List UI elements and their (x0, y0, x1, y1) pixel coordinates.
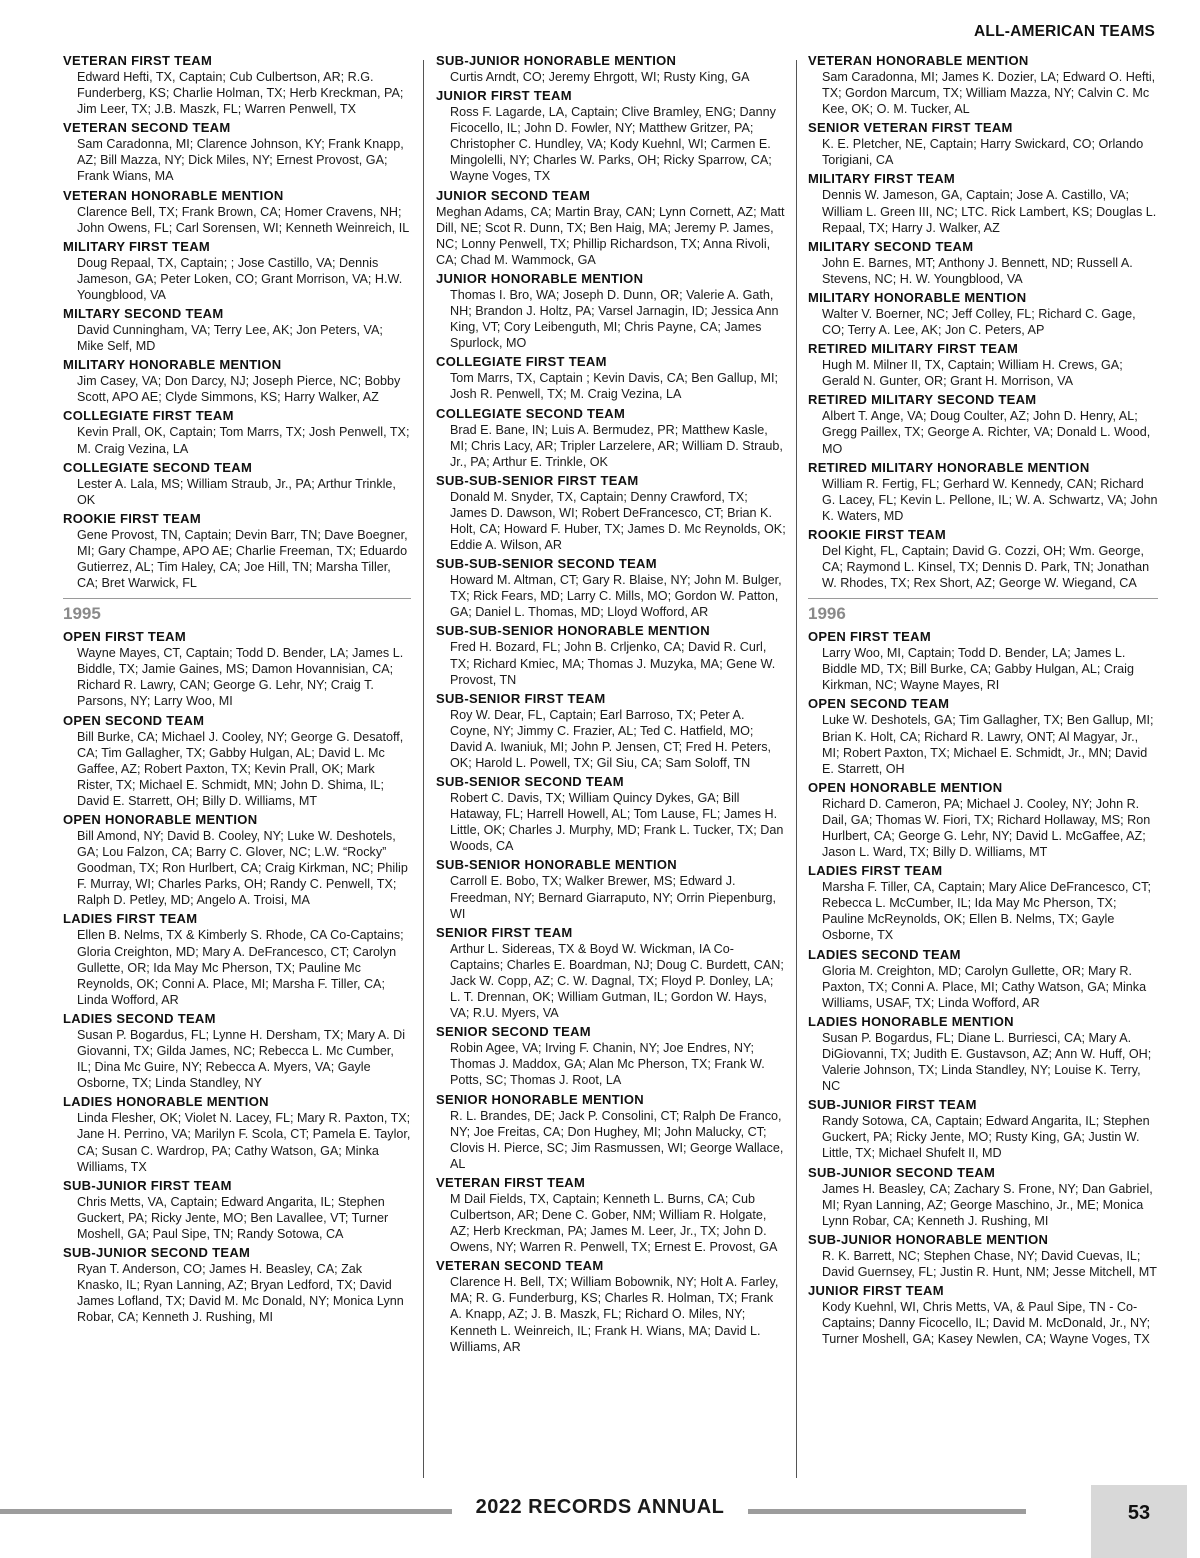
team-section (436, 353, 786, 402)
team-section (808, 52, 1158, 117)
column-divider (423, 60, 424, 1478)
team-heading: JUNIOR SECOND TEAM (436, 187, 591, 203)
team-section (808, 628, 1158, 693)
team-members: Susan P. Bogardus, FL; Diane L. Burriesci, CA; Mary A. DiGiovanni, TX; Judith E. Gustavson, AZ; Ann W. Huff, OH; Valerie Johnson, TX; Linda Standley, NY; Louise K. Terry, NC (822, 1030, 1152, 1094)
team-members: Chris Metts, VA, Captain; Edward Angarita, IL; Stephen Guckert, PA; Ricky Jente, MO; Ben Lavallee, VT; Turner Moshell, GA; Paul Sipe, TN; Randy Sotowa, CA (77, 1194, 389, 1241)
team-heading: SUB-SUB-SENIOR SECOND TEAM (436, 556, 657, 572)
team-heading: OPEN FIRST TEAM (63, 629, 186, 645)
team-members: Thomas I. Bro, WA; Joseph D. Dunn, OR; Valerie A. Gath, NH; Brandon J. Holtz, PA; Varsel Jarnagin, ID; Jessica Ann King, VT; Cory Leibenguth, MI; Chris Payne, CA; James Spurlock, MO (450, 287, 779, 351)
team-section (436, 622, 786, 687)
team-members: David Cunningham, VA; Terry Lee, AK; Jon Peters, VA; Mike Self, MD (77, 323, 383, 354)
team-members: Brad E. Bane, IN; Luis A. Bermudez, PR; Matthew Kasle, MI; Chris Lacy, AR; Tripler Larzelere, AR; William D. Straub, Jr., PA; Arthur E. Trinkle, OK (450, 422, 783, 469)
team-heading: LADIES FIRST TEAM (63, 911, 198, 927)
team-section (63, 1177, 411, 1242)
team-members: Clarence H. Bell, TX; William Bobownik, NY; Holt A. Farley, MA; R. G. Funderburg, KS; Charles R. Holman, TX; Frank A. Knapp, AZ; J. B. Maszk, FL; Richard O. Miles, NY; Kenneth L. Weinreich, IL; Frank H. Wians, MA; David L. Williams, AR (450, 1275, 779, 1354)
team-members: John E. Barnes, MT; Anthony J. Bennett, ND; Russell A. Stevens, NC; H. W. Youngblood, VA (822, 255, 1133, 286)
team-heading: SUB-JUNIOR HONORABLE MENTION (808, 1231, 1049, 1247)
team-heading: OPEN SECOND TEAM (63, 712, 205, 728)
team-section (808, 1096, 1158, 1161)
team-heading: VETERAN HONORABLE MENTION (63, 187, 284, 203)
team-section (808, 862, 1158, 943)
team-members: Fred H. Bozard, FL; John B. Crljenko, CA; David R. Curl, TX; Richard Kmiec, MA; Thomas J. Muzyka, MA; Gene W. Provost, TN (450, 640, 776, 687)
column-divider (796, 60, 797, 1478)
team-members: Edward Hefti, TX, Captain; Cub Culbertson, AR; R.G. Funderberg, KS; Charlie Holman, TX; Herb Kreckman, PA; Jim Leer, TX; J.B. Maszk, FL; Warren Penwell, TX (77, 70, 404, 117)
team-heading: MILTARY SECOND TEAM (63, 306, 224, 322)
team-section (808, 340, 1158, 389)
team-section (63, 1244, 411, 1325)
team-section (63, 510, 411, 591)
team-section (436, 52, 786, 85)
team-section (63, 187, 411, 236)
team-members: Curtis Arndt, CO; Jeremy Ehrgott, WI; Rusty King, GA (450, 70, 750, 84)
team-heading: SUB-JUNIOR FIRST TEAM (63, 1177, 232, 1193)
team-section (436, 1023, 786, 1088)
year-block (808, 598, 1158, 1347)
team-heading: RETIRED MILITARY FIRST TEAM (808, 341, 1019, 357)
team-section (63, 459, 411, 508)
team-section (63, 628, 411, 709)
team-heading: SUB-JUNIOR SECOND TEAM (808, 1164, 996, 1180)
footer-title: 2022 RECORDS ANNUAL (475, 1496, 725, 1518)
team-section (436, 1091, 786, 1172)
team-heading: SUB-JUNIOR SECOND TEAM (63, 1244, 251, 1260)
footer-rule-left (0, 1509, 452, 1514)
team-section (436, 856, 786, 921)
team-section (436, 187, 786, 268)
team-section (808, 1164, 1158, 1229)
team-heading: SUB-SENIOR HONORABLE MENTION (436, 857, 677, 873)
team-members: Carroll E. Bobo, TX; Walker Brewer, MS; Edward J. Freedman, NY; Bernard Giarraputo, NY; Orrin Piepenburg, WI (450, 874, 776, 921)
team-section (808, 1282, 1158, 1347)
team-members: Gene Provost, TN, Captain; Devin Barr, TN; Dave Boegner, MI; Gary Champe, APO AE; Charlie Freeman, TX; Eduardo Gutierrez, AL; Tim Haley, CA; Joe Hill, TN; Marsha Tiller, CA; Bret Warwick, FL (77, 527, 408, 591)
team-members: Del Kight, FL, Captain; David G. Cozzi, OH; Wm. George, CA; Raymond L. Kinsel, TX; Dennis D. Park, TN; Jonathan W. Rhodes, TX; Rex Short, AZ; George W. Wiegand, CA (822, 543, 1150, 591)
team-heading: JUNIOR FIRST TEAM (436, 88, 572, 104)
team-members: R. K. Barrett, NC; Stephen Chase, NY; David Cuevas, IL; David Guernsey, FL; Justin R. Hunt, NM; Jesse Mitchell, MT (822, 1248, 1157, 1279)
column-1 (63, 52, 411, 1480)
team-members: Robin Agee, VA; Irving F. Chanin, NY; Joe Endres, NY; Thomas J. Maddox, GA; Alan Mc Pherson, TX; Frank W. Potts, SC; Thomas J. Root, LA (450, 1041, 765, 1088)
team-section (808, 1013, 1158, 1094)
team-section (63, 811, 411, 908)
team-heading: VETERAN FIRST TEAM (436, 1174, 586, 1190)
team-section (808, 391, 1158, 456)
team-members: Marsha F. Tiller, CA, Captain; Mary Alice DeFrancesco, CT; Rebecca L. McCumber, IL; Ida May Mc Pherson, TX; Pauline McReynolds, OK; Ellen B. Nelms, TX; Gayle Osborne, TX (822, 880, 1151, 943)
team-heading: MILITARY FIRST TEAM (808, 171, 956, 187)
team-section (63, 1093, 411, 1174)
team-members: Jim Casey, VA; Don Darcy, NJ; Joseph Pierce, NC; Bobby Scott, APO AE; Clyde Simmons, KS; Harry Walker, AZ (77, 374, 401, 405)
team-section (436, 690, 786, 771)
team-section (808, 695, 1158, 776)
team-heading: COLLEGIATE SECOND TEAM (63, 459, 253, 475)
team-members: Ellen B. Nelms, TX & Kimberly S. Rhode, CA Co-Captains; Gloria Creighton, MD; Mary A. DeFrancesco, CT; Carolyn Gullette, OR; Ida May Mc Pherson, TX; Pauline Mc Reynolds, OK; Conni A. Place, MI; Marsha F. Tiller, CA; Linda Wofford, AR (77, 928, 404, 1007)
team-section (63, 712, 411, 809)
team-members: Luke W. Deshotels, GA; Tim Gallagher, TX; Ben Gallup, MI; Brian K. Holt, CA; Richard R. Lawry, ONT; Al Magyar, Jr., MI; Robert Paxton, TX; Michael E. Schmidt, Jr., MN; David E. Starrett, OH (822, 713, 1154, 776)
team-members: Robert C. Davis, TX; William Quincy Dykes, GA; Bill Hataway, FL; Harrell Howell, AL; Tom Lause, FL; James H. Little, OK; Charles J. Murphy, MD; Frank L. Tucker, TX; Dan Woods, CA (450, 791, 784, 854)
team-heading: JUNIOR FIRST TEAM (808, 1282, 944, 1298)
column-3 (808, 52, 1158, 1480)
team-members: Lester A. Lala, MS; William Straub, Jr., PA; Arthur Trinkle, OK (77, 476, 396, 507)
team-section (436, 555, 786, 620)
team-members: Roy W. Dear, FL, Captain; Earl Barroso, TX; Peter A. Coyne, NY; Jimmy C. Frazier, AL; Ted C. Hatfield, MO; David A. Iwaniuk, MI; John P. Jensen, CT; Fred H. Peters, OK; Harold L. Powell, TX; Gil Siu, CA; Sam Soloff, TN (450, 707, 772, 770)
team-members: Sam Caradonna, MI; Clarence Johnson, KY; Frank Knapp, AZ; Bill Mazza, NY; Dick Miles, NY; Ernest Provost, GA; Frank Wians, MA (77, 137, 404, 184)
team-members: R. L. Brandes, DE; Jack P. Consolini, CT; Ralph De Franco, NY; Joe Freitas, CA; Don Hughey, MI; John Malucky, CT; Clovis H. Pierce, SC; Jim Rasmussen, WI; George Wallace, AL (450, 1108, 784, 1171)
footer-rule-right (748, 1509, 1026, 1514)
team-section (63, 356, 411, 405)
team-heading: SUB-SENIOR SECOND TEAM (436, 774, 624, 790)
team-section (808, 946, 1158, 1011)
team-section (63, 238, 411, 303)
team-heading: LADIES SECOND TEAM (63, 1010, 216, 1026)
team-section (808, 289, 1158, 338)
team-heading: VETERAN SECOND TEAM (63, 120, 231, 136)
team-heading: LADIES SECOND TEAM (808, 946, 961, 962)
team-heading: COLLEGIATE FIRST TEAM (436, 354, 607, 370)
team-members: Ross F. Lagarde, LA, Captain; Clive Bramley, ENG; Danny Ficocello, IL; John D. Fowler, NY; Matthew Gritzer, PA; Christopher C. Hundley, VA; Kody Kuehnl, WI; Carmen E. Mingolelli, NY; Charles W. Parks, OH; Ricky Sparrow, CA; Wayne Voges, TX (450, 105, 776, 184)
page-number: 53 (1127, 1502, 1151, 1524)
team-members: Dennis W. Jameson, GA, Captain; Jose A. Castillo, VA; William L. Green III, NC; LTC. Rick Lambert, KS; Douglas L. Repaal, TX; Harry J. Walker, AZ (822, 188, 1157, 235)
team-members: Kody Kuehnl, WI, Chris Metts, VA, & Paul Sipe, TN - Co-Captains; Danny Ficocello, IL; David M. McDonald, Jr., NY; Turner Moshell, GA; Kasey Newlen, CA; Wayne Voges, TX (822, 1299, 1151, 1347)
team-heading: VETERAN FIRST TEAM (63, 53, 213, 68)
team-section (436, 270, 786, 351)
team-section (808, 459, 1158, 524)
team-heading: VETERAN SECOND TEAM (436, 1258, 604, 1274)
team-heading: RETIRED MILITARY HONORABLE MENTION (808, 459, 1090, 475)
team-members: James H. Beasley, CA; Zachary S. Frone, NY; Dan Gabriel, MI; Ryan Lanning, AZ; George Maschino, Jr., ME; Monica Lynn Robar, CA; Kenneth J. Rushing, MI (822, 1181, 1153, 1228)
team-members: Bill Burke, CA; Michael J. Cooley, NY; George G. Desatoff, CA; Tim Gallagher, TX; Gabby Hulgan, AL; David L. Mc Gaffee, AZ; Robert Paxton, TX; Kevin Prall, OK; Mark Rister, TX; Michael E. Schmidt, MN; John D. Shima, IL; David E. Starrett, OH; Billy D. Williams, MT (77, 729, 404, 808)
team-section (808, 1231, 1158, 1280)
team-section (436, 924, 786, 1021)
team-heading: ROOKIE FIRST TEAM (808, 526, 946, 542)
team-members: Susan P. Bogardus, FL; Lynne H. Dersham, TX; Mary A. Di Giovanni, TX; Gilda James, NC; Rebecca L. Mc Cumber, IL; Dina Mc Guire, NY; Rebecca A. Myers, VA; Gayle Osborne, TX; Linda Standley, NY (77, 1027, 406, 1091)
team-section (63, 119, 411, 184)
team-section (808, 779, 1158, 860)
team-members: Howard M. Altman, CT; Gary R. Blaise, NY; John M. Bulger, TX; Rick Fears, MD; Larry C. Mills, MO; Gordon W. Patton, GA; Daniel L. Thomas, MD; Lloyd Wofford, AR (450, 573, 782, 620)
team-section (436, 773, 786, 854)
team-members: M Dail Fields, TX, Captain; Kenneth L. Burns, CA; Cub Culbertson, AR; Dene C. Gober, NM; William R. Holgate, AZ; Herb Kreckman, PA; James M. Leer, Jr., TX; John D. Owens, NY; Warren R. Penwell, TX; Ernest E. Provost, GA (450, 1191, 778, 1255)
team-heading: MILITARY HONORABLE MENTION (808, 289, 1027, 305)
team-section (63, 52, 411, 117)
year-heading: 1996 (808, 604, 846, 624)
team-members: Gloria M. Creighton, MD; Carolyn Gullette, OR; Mary R. Paxton, TX; Conni A. Place, MI; Cathy Watson, GA; Minka Williams, USAF, TX; Linda Wofford, AR (822, 963, 1147, 1010)
team-heading: COLLEGIATE SECOND TEAM (436, 405, 626, 421)
team-heading: SUB-JUNIOR FIRST TEAM (808, 1097, 977, 1113)
team-members: Donald M. Snyder, TX, Captain; Denny Crawford, TX; James D. Dawson, WI; Robert DeFrancesco, CT; Brian K. Holt, CA; Howard F. Huber, TX; James D. Mc Reynolds, OK; Eddie A. Wilson, AR (450, 489, 786, 553)
team-members: Wayne Mayes, CT, Captain; Todd D. Bender, LA; James L. Biddle, TX; Jamie Gaines, MS; Damon Hovannisian, CA; Richard R. Lawry, CAN; George G. Lehr, NY; Craig T. Parsons, NY; Larry Woo, MI (77, 646, 404, 709)
team-section (436, 1174, 786, 1255)
year-heading: 1995 (63, 604, 101, 624)
team-heading: OPEN HONORABLE MENTION (808, 779, 1003, 795)
team-heading: COLLEGIATE FIRST TEAM (63, 408, 234, 424)
team-members: Meghan Adams, CA; Martin Bray, CAN; Lynn Cornett, AZ; Matt Dill, NE; Scot R. Dunn, TX; Ben Haig, MA; Jeremy P. James, NC; Lonny Penwell, TX; Phillip Richardson, TX; Anna Rivoli, CA; Chad M. Wammock, GA (436, 204, 785, 267)
team-section (808, 119, 1158, 168)
team-members: Tom Marrs, TX, Captain ; Kevin Davis, CA; Ben Gallup, MI; Josh R. Penwell, TX; M. Craig Vezina, LA (450, 371, 779, 402)
team-heading: SUB-SENIOR FIRST TEAM (436, 690, 606, 706)
team-members: Doug Repaal, TX, Captain; ; Jose Castillo, VA; Dennis Jameson, GA; Peter Loken, CO; Grant Morrison, VA; H.W. Youngblood, VA (77, 255, 403, 302)
team-members: Ryan T. Anderson, CO; James H. Beasley, CA; Zak Knasko, IL; Ryan Lanning, AZ; Bryan Ledford, TX; David James Lofland, TX; David M. Mc Donald, NY; Monica Lynn Robar, CA; Kenneth J. Rushing, MI (77, 1261, 404, 1325)
team-section (808, 526, 1158, 591)
team-heading: SENIOR FIRST TEAM (436, 924, 573, 940)
team-section (808, 170, 1158, 235)
team-members: Bill Amond, NY; David B. Cooley, NY; Luke W. Deshotels, GA; Lou Falzon, CA; Barry C. Glover, NC; L.W. “Rocky” Goodman, TX; Ron Hurlbert, CA; Craig Kirkman, NC; Philip F. Murray, WI; Charles Parks, OH; Randy C. Penwell, TX; Ralph D. Petley, MD; Angelo A. Troisi, MA (77, 829, 408, 908)
team-members: Larry Woo, MI, Captain; Todd D. Bender, LA; James L. Biddle MD, TX; Bill Burke, CA; Gabby Hulgan, AL; Craig Kirkman, NC; Wayne Mayes, RI (822, 646, 1134, 693)
team-members: William R. Fertig, FL; Gerhard W. Kennedy, CAN; Richard G. Lacey, FL; Kevin L. Pellone, IL; W. A. Schwartz, VA; John K. Waters, MD (822, 476, 1158, 523)
team-section (436, 472, 786, 553)
team-heading: VETERAN HONORABLE MENTION (808, 53, 1029, 68)
year-block (63, 598, 411, 1325)
team-members: Linda Flesher, OK; Violet N. Lacey, FL; Mary R. Paxton, TX; Jane H. Perrino, VA; Marilyn F. Scola, CT; Pamela E. Taylor, CA; Susan C. Wardrop, PA; Cathy Watson, GA; Minka Williams, TX (77, 1111, 411, 1174)
page-number-box (1091, 1485, 1187, 1558)
team-section (808, 238, 1158, 287)
team-heading: SUB-SUB-SENIOR HONORABLE MENTION (436, 623, 710, 639)
team-heading: LADIES FIRST TEAM (808, 863, 943, 879)
team-section (63, 1010, 411, 1091)
team-heading: MILITARY FIRST TEAM (63, 238, 211, 254)
team-members: Hugh M. Milner II, TX, Captain; William H. Crews, GA; Gerald N. Gunter, OR; Grant H. Morrison, VA (822, 358, 1123, 389)
team-members: Richard D. Cameron, PA; Michael J. Cooley, NY; John R. Dail, GA; Thomas W. Fiori, TX; Richard Hollaway, MS; Ron Hurlbert, CA; George G. Lehr, NY; David L. McGaffee, AZ; Jason L. Ward, TX; Billy D. Williams, MT (822, 796, 1151, 860)
team-members: Arthur L. Sidereas, TX & Boyd W. Wickman, IA Co-Captains; Charles E. Boardman, NJ; Doug C. Burdett, CAN; Jack W. Copp, AZ; C. W. Dagnal, TX; Floyd P. Donley, LA; L. T. Drennan, OK; William Gutman, IL; Gordon W. Hays, VA; R.U. Myers, VA (450, 941, 784, 1021)
team-heading: SENIOR HONORABLE MENTION (436, 1091, 644, 1107)
team-section (63, 305, 411, 354)
running-head: ALL-AMERICAN TEAMS (974, 23, 1155, 40)
team-heading: JUNIOR HONORABLE MENTION (436, 270, 644, 286)
team-section (436, 405, 786, 470)
team-section (63, 407, 411, 456)
team-heading: SENIOR SECOND TEAM (436, 1024, 591, 1040)
team-members: K. E. Pletcher, NE, Captain; Harry Swickard, CO; Orlando Torigiani, CA (822, 137, 1144, 168)
team-section (63, 910, 411, 1007)
team-heading: MILITARY SECOND TEAM (808, 238, 974, 254)
team-section (436, 87, 786, 184)
team-heading: OPEN FIRST TEAM (808, 629, 931, 645)
team-heading: SUB-JUNIOR HONORABLE MENTION (436, 53, 677, 68)
team-members: Kevin Prall, OK, Captain; Tom Marrs, TX; Josh Penwell, TX; M. Craig Vezina, LA (77, 425, 410, 456)
team-section (436, 1257, 786, 1354)
column-2 (436, 52, 786, 1480)
team-heading: OPEN HONORABLE MENTION (63, 812, 258, 827)
team-members: Albert T. Ange, VA; Doug Coulter, AZ; John D. Henry, AL; Gregg Paillex, TX; George A. Richter, VA; Donald L. Wood, MO (822, 409, 1151, 456)
team-heading: ROOKIE FIRST TEAM (63, 510, 201, 526)
team-heading: OPEN SECOND TEAM (808, 696, 950, 712)
team-members: Sam Caradonna, MI; James K. Dozier, LA; Edward O. Hefti, TX; Gordon Marcum, TX; William Mazza, NY; Calvin C. Mc Kee, OK; O. M. Tucker, AL (822, 70, 1156, 117)
team-heading: RETIRED MILITARY SECOND TEAM (808, 392, 1037, 408)
team-heading: SENIOR VETERAN FIRST TEAM (808, 120, 1013, 136)
team-members: Randy Sotowa, CA, Captain; Edward Angarita, IL; Stephen Guckert, PA; Ricky Jente, MO; Rusty King, GA; Justin W. Little, TX; Michael Shufelt II, MD (822, 1114, 1150, 1161)
team-heading: LADIES HONORABLE MENTION (808, 1013, 1014, 1029)
team-heading: SUB-SUB-SENIOR FIRST TEAM (436, 472, 639, 488)
team-heading: MILITARY HONORABLE MENTION (63, 357, 282, 373)
team-heading: LADIES HONORABLE MENTION (63, 1094, 269, 1110)
team-members: Walter V. Boerner, NC; Jeff Colley, FL; Richard C. Gage, CO; Terry A. Lee, AK; Jon C. Peters, AP (822, 306, 1136, 338)
team-members: Clarence Bell, TX; Frank Brown, CA; Homer Cravens, NH; John Owens, FL; Carl Sorensen, WI; Kenneth Weinreich, IL (77, 204, 410, 235)
